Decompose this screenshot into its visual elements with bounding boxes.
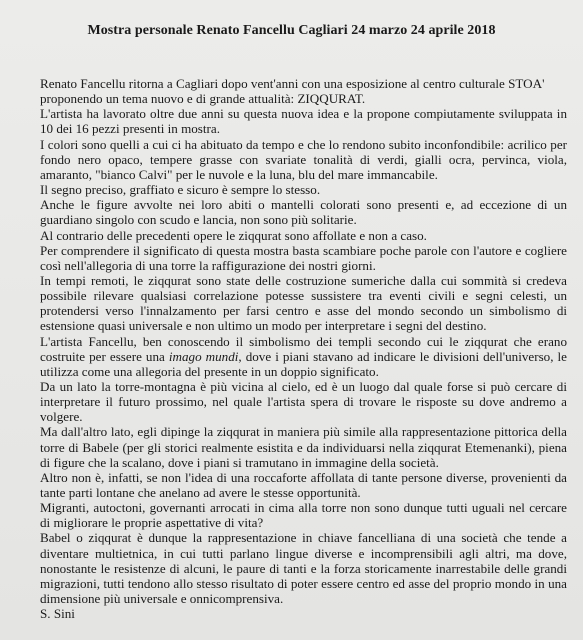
text-line-imago-mundi <box>40 349 567 364</box>
text-line: torre di Babele (per gli storici realmente esistita e da individuarsi nella ziqqurat Etemenanki), piena <box>40 439 567 455</box>
document-body <box>40 76 567 621</box>
text-segment: , dove i piani stavano ad indicare le divisioni dell'universo, le <box>238 348 567 364</box>
text-line: tante parti lontane che anelano ad avere le stesse opportunità. <box>40 484 361 500</box>
text-line: possibile rilevare qualsiasi correlazione potesse sussistere tra eventi civili e segni celesti, un <box>40 288 567 304</box>
text-line: L'artista ha lavorato oltre due anni su questa nuova idea e la propone compiutamente sviluppata in <box>40 106 567 122</box>
text-line: Renato Fancellu ritorna a Cagliari dopo vent'anni con una esposizione al centro culturale STOA' <box>40 76 545 91</box>
document-title: Mostra personale Renato Fancellu Cagliari 24 marzo 24 aprile 2018 <box>87 23 496 38</box>
text-line: I colori sono quelli a cui ci ha abituato da tempo e che lo rendono subito inconfondibile: acrilico per <box>40 136 567 152</box>
text-line: Migranti, autoctoni, governanti arrocati in cima alla torre non sono dunque tutti uguali nel cercare <box>40 500 567 516</box>
text-line: Il segno preciso, graffiato e sicuro è sempre lo stesso. <box>40 182 321 198</box>
text-line: Da un lato la torre-montagna è più vicina al cielo, ed è un luogo dal quale forse si può cercare di <box>40 378 567 394</box>
text-line: proponendo un tema nuovo e di grande attualità: ZIQQURAT. <box>40 91 366 107</box>
text-line: di figure che la scalano, dove i piani si tramutano in immagine della società. <box>40 454 439 470</box>
text-line: interpretare il futuro prossimo, nel quale l'artista spera di trovare le risposte su dove andremo a <box>40 394 567 410</box>
text-line: guardiano singolo con scudo e lancia, non sono più solitarie. <box>40 212 357 228</box>
text-line: diventare multietnica, in cui tutti parlano lingue diverse e incomprensibili agli altri, ma dove, <box>40 545 567 561</box>
text-line: protendersi verso l'innalzamento per farsi centro e asse del mondo secondo un simbolismo di <box>40 303 567 319</box>
text-line: Per comprendere il significato di questa mostra basta scambiare poche parole con l'autore e cogliere <box>40 242 567 258</box>
text-line: di migliorare le proprie aspettative di vita? <box>40 515 264 531</box>
text-line: nonostante le resistenze di alcuni, le paure di tanti e la forza storicamente inarrestabile delle grandi <box>40 560 567 576</box>
text-line: Babel o ziqqurat è dunque la rappresentazione in chiave fancelliana di una società che tende a <box>40 530 567 546</box>
text-line: L'artista Fancellu, ben conoscendo il simbolismo dei templi secondo cui le ziqqurat che erano <box>40 333 567 349</box>
text-line: dimensione più universale e onnicomprensiva. <box>40 591 284 606</box>
text-line: Anche le figure avvolte nei loro abiti o mantelli colorati sono presenti e, ad eccezione di un <box>40 197 567 213</box>
text-segment: costruite per essere una <box>40 348 169 364</box>
signature: S. Sini <box>40 606 75 622</box>
italic-term-imago-mundi: imago mundi <box>168 348 239 364</box>
text-line: In tempi remoti, le ziqqurat sono state delle costruzione sumeriche dalla cui sommità si credeva <box>40 272 567 288</box>
text-line: estensione quasi universale e non ultimo un modo per interpretare i segni del destino. <box>40 318 487 334</box>
text-line: Ma dall'altro lato, egli dipinge la ziqqurat in maniera più simile alla rappresentazione pittorica della <box>40 424 567 440</box>
text-line: Altro non è, infatti, se non l'idea di una roccaforte affollata di tante persone diverse, provenienti da <box>40 469 567 485</box>
text-line: così nell'allegoria di una torre la raffigurazione dei nostri giorni. <box>40 257 376 273</box>
text-line: 10 dei 16 pezzi presenti in mostra. <box>40 121 220 137</box>
text-line: fondo nero opaco, tempere grasse con svariate tonalità di verdi, gialli ocra, pervinca, viola, <box>40 151 567 167</box>
text-line: migrazioni, tutti tendono allo stesso risultato di poter essere centro ed asse del proprio mondo in una <box>40 575 567 591</box>
text-line: Al contrario delle precedenti opere le ziqqurat sono affollate e non a caso. <box>40 227 427 243</box>
text-line: utilizza come una allegoria del presente in un doppio significato. <box>40 363 379 379</box>
text-line: amaranto, "bianco Calvi" per le nuvole e la luna, blu del mare immancabile. <box>40 166 438 182</box>
text-line: volgere. <box>40 409 83 425</box>
